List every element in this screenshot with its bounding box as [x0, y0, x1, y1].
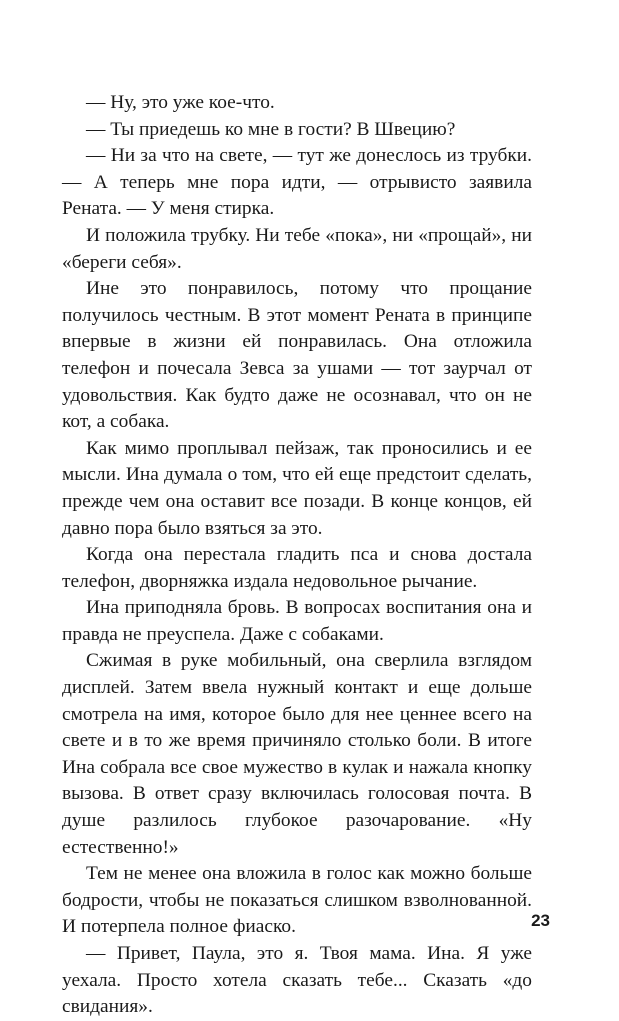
paragraph: — Привет, Паула, это я. Твоя мама. Ина. Я уже уехала. Просто хотела сказать тебе... Сказать «до свидания».	[62, 943, 532, 1018]
paragraph: — Ни за что на свете, — тут же донеслось из трубки. — А теперь мне пора идти, — отрывисто заявила Рената. — У меня стирка.	[62, 145, 532, 220]
paragraph: Тем не менее она вложила в голос как можно больше бодрости, чтобы не показаться слишком взволнованной. И потерпела полное фиаско.	[62, 863, 532, 938]
paragraph: Ине это понравилось, потому что прощание получилось честным. В этот момент Рената в принципе впервые в жизни ей понравилась. Она отложила телефон и почесала Зевса за ушами — тот заурчал от удовольствия. Как будто даже не осознавал, что он не кот, а собака.	[62, 278, 532, 433]
paragraph: Когда она перестала гладить пса и снова достала телефон, дворняжка издала недовольное рычание.	[62, 544, 532, 592]
paragraph: — Ну, это уже кое-что.	[86, 92, 275, 113]
body-text	[62, 90, 532, 1021]
page-number: 23	[531, 911, 550, 930]
paragraph: — Ты приедешь ко мне в гости? В Швецию?	[86, 118, 456, 140]
paragraph: Сжимая в руке мобильный, она сверлила взглядом дисплей. Затем ввела нужный контакт и еще дольше смотрела на имя, которое было для нее ценнее всего на свете и в то же время причиняло столько боли. В итоге Ина собрала все свое мужество в кулак и нажала кнопку вызова. В ответ сразу включилась голосовая почта. В душе разлилось глубокое разочарование. «Ну естественно!»	[62, 650, 532, 858]
paragraph: Как мимо проплывал пейзаж, так проносились и ее мысли. Ина думала о том, что ей еще предстоит сделать, прежде чем она оставит все позади. В конце концов, ей давно пора было взяться за это.	[62, 437, 532, 539]
paragraph: И положила трубку. Ни тебе «пока», ни «прощай», ни «береги себя».	[62, 224, 532, 273]
paragraph: Ина приподняла бровь. В вопросах воспитания она и правда не преуспела. Даже с собаками.	[62, 597, 532, 645]
